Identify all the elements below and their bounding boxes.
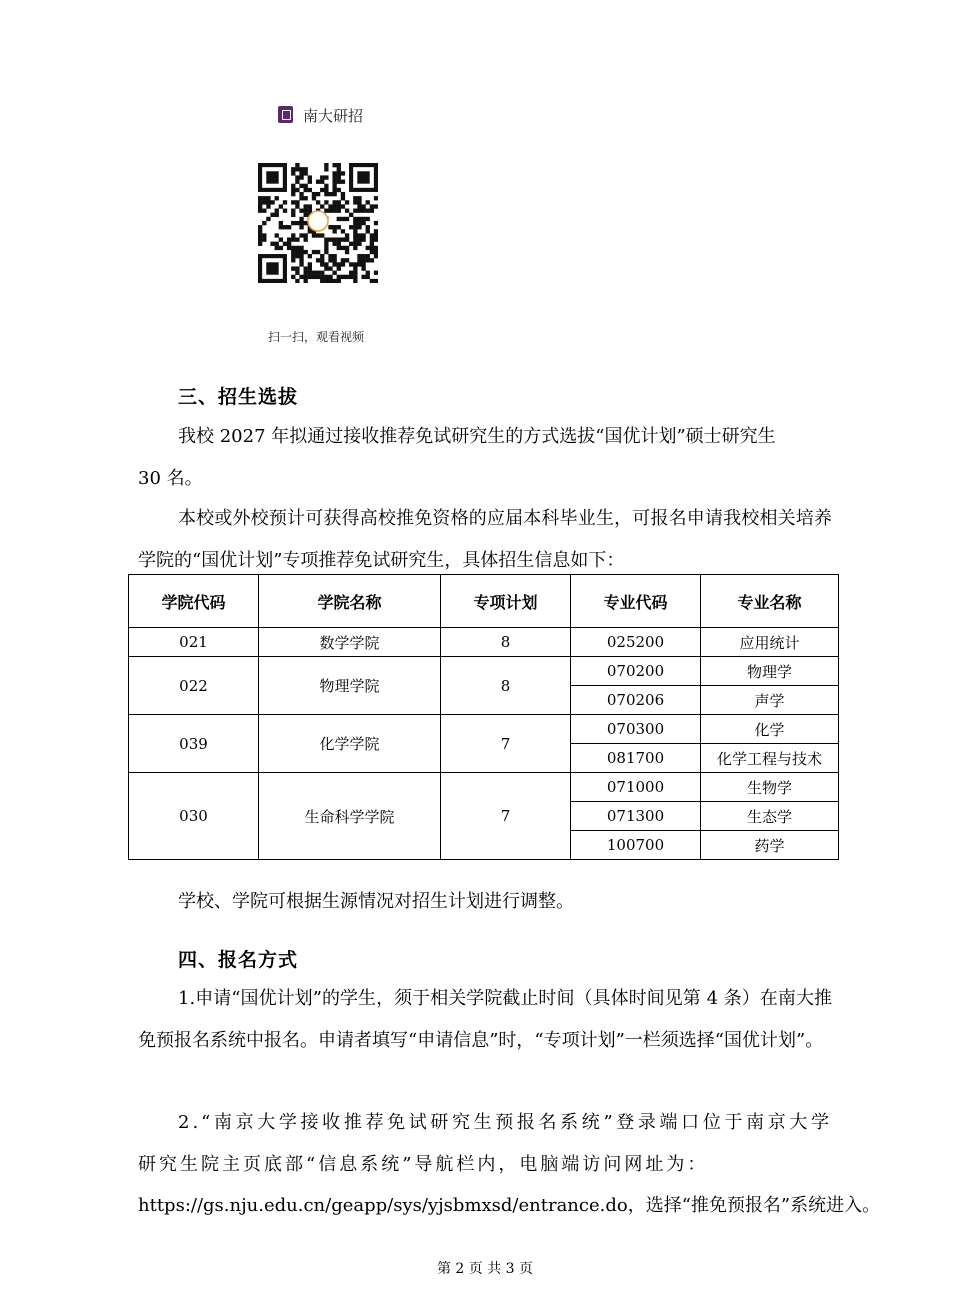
major-code: 071300	[571, 802, 701, 831]
adjustment-text: 学校、学院可根据生源情况对招生计划进行调整。	[178, 891, 574, 912]
wechat-account-name: 南大研招	[303, 107, 364, 125]
college-code: 030	[129, 773, 259, 860]
section-heading-selection: 三、招生选拔	[178, 386, 299, 408]
major-name: 应用统计	[701, 628, 839, 657]
major-name: 生物学	[701, 773, 839, 802]
quota: 7	[441, 773, 571, 860]
college-name: 数学学院	[259, 628, 441, 657]
college-code: 039	[129, 715, 259, 773]
college-code: 021	[129, 628, 259, 657]
major-name: 药学	[701, 831, 839, 860]
registration-text-1: 1.申请“国优计划”的学生，须于相关学院截止时间（具体时间见第 4 条）在南大推免预报名系统中报名。申请者填写“申请信息”时，“专项计划”一栏须选择“国优计划”。	[138, 988, 832, 1051]
enrollment-table	[128, 574, 839, 860]
major-name: 生态学	[701, 802, 839, 831]
quota: 7	[441, 715, 571, 773]
university-logo-icon	[278, 106, 293, 123]
major-name: 化学工程与技术	[701, 744, 839, 773]
header-college-name: 学院名称	[259, 575, 441, 628]
major-code: 071000	[571, 773, 701, 802]
adjustment-paragraph	[138, 881, 832, 923]
major-code: 025200	[571, 628, 701, 657]
major-code: 100700	[571, 831, 701, 860]
quota: 8	[441, 628, 571, 657]
registration-item-2	[138, 1102, 881, 1227]
selection-paragraph	[138, 416, 832, 499]
page-number: 第 2 页 共 3 页	[436, 1261, 534, 1277]
header-quota: 专项计划	[441, 575, 571, 628]
major-code: 070200	[571, 657, 701, 686]
selection-text-line2: 30 名。	[138, 467, 203, 489]
quota: 8	[441, 657, 571, 715]
eligibility-text: 本校或外校预计可获得高校推免资格的应届本科毕业生，可报名申请我校相关培养学院的“国优计划”专项推荐免试研究生，具体招生信息如下：	[138, 508, 832, 571]
college-name: 化学学院	[259, 715, 441, 773]
registration-item-1	[138, 978, 832, 1061]
major-name: 物理学	[701, 657, 839, 686]
table-row	[129, 773, 839, 802]
registration-url-link[interactable]: https://gs.nju.edu.cn/geapp/sys/yjsbmxsd/entrance.do	[138, 1195, 628, 1216]
major-code: 070300	[571, 715, 701, 744]
college-name: 生命科学学院	[259, 773, 441, 860]
major-name: 化学	[701, 715, 839, 744]
qr-caption: 扫一扫，观看视频	[268, 330, 365, 344]
registration-url-line: https://gs.nju.edu.cn/geapp/sys/yjsbmxsd/entrance.do，选择“推免预报名”系统进入。	[138, 1195, 881, 1216]
qr-code[interactable]	[258, 163, 378, 283]
major-code: 070206	[571, 686, 701, 715]
major-name: 声学	[701, 686, 839, 715]
section-heading-registration: 四、报名方式	[178, 949, 299, 971]
header-college-code: 学院代码	[129, 575, 259, 628]
table-row	[129, 715, 839, 744]
eligibility-paragraph	[138, 498, 832, 581]
college-code: 022	[129, 657, 259, 715]
table-header-row	[129, 575, 839, 628]
header-major-code: 专业代码	[571, 575, 701, 628]
registration-text-2: 2.“南京大学接收推荐免试研究生预报名系统”登录端口位于南京大学研究生院主页底部“信息系统”导航栏内，电脑端访问网址为：	[138, 1112, 832, 1175]
college-name: 物理学院	[259, 657, 441, 715]
table-row	[129, 657, 839, 686]
table-row	[129, 628, 839, 657]
major-code: 081700	[571, 744, 701, 773]
header-major-name: 专业名称	[701, 575, 839, 628]
selection-text-line1: 我校 2027 年拟通过接收推荐免试研究生的方式选拔“国优计划”硕士研究生	[178, 426, 776, 447]
